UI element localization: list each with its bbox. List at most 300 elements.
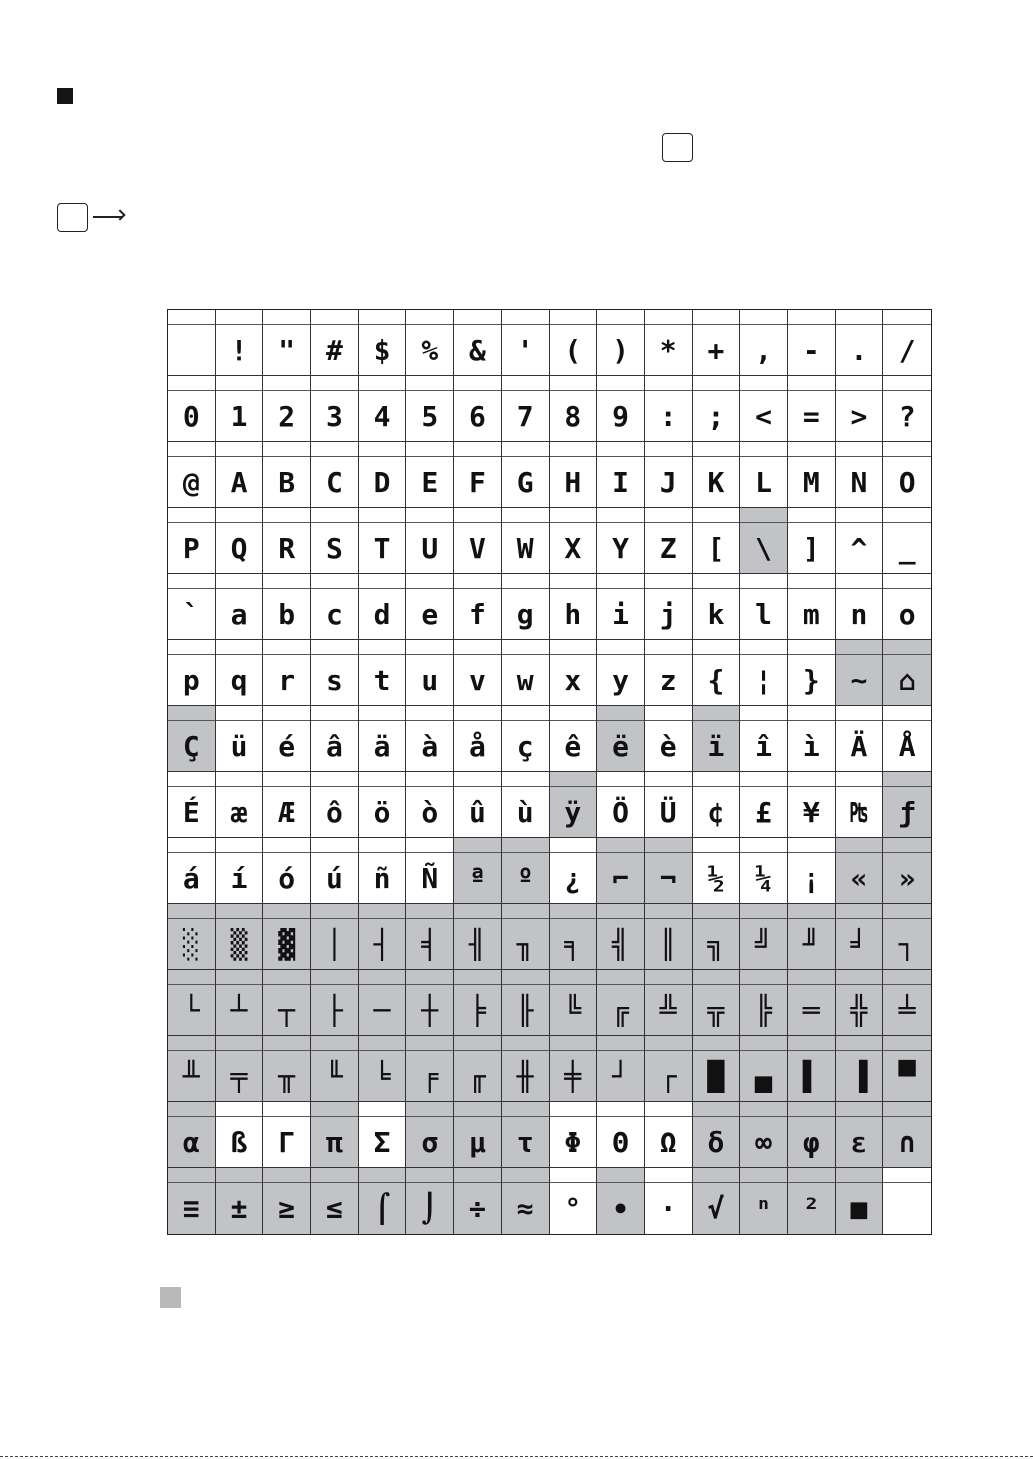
char-glyph: /: [898, 333, 916, 367]
cell-divider: [502, 588, 549, 589]
cell-divider: [359, 588, 406, 589]
char-glyph: ┬: [278, 993, 296, 1027]
cell-divider: [788, 786, 835, 787]
char-cell: [788, 1168, 836, 1234]
char-cell: [788, 904, 836, 970]
char-glyph: £: [755, 795, 773, 829]
char-cell: [883, 1168, 931, 1234]
cell-divider: [836, 456, 883, 457]
char-cell: [263, 1036, 311, 1102]
cell-divider: [883, 720, 931, 721]
cell-divider: [216, 588, 263, 589]
char-cell: [836, 640, 884, 706]
cell-divider: [645, 1050, 692, 1051]
char-cell: [216, 508, 264, 574]
cell-divider: [168, 324, 215, 325]
char-glyph: ª: [469, 861, 486, 895]
char-cell: [359, 772, 407, 838]
char-glyph: ≤: [325, 1192, 343, 1225]
char-cell: [788, 376, 836, 442]
char-glyph: ╖: [516, 927, 534, 961]
cell-divider: [311, 984, 358, 985]
char-cell: [883, 904, 931, 970]
cell-divider: [454, 522, 501, 523]
cell-divider: [740, 984, 787, 985]
char-cell: [502, 1168, 550, 1234]
char-glyph: ù: [516, 795, 534, 829]
cell-divider: [216, 720, 263, 721]
cell-divider: [168, 852, 215, 853]
char-cell: [788, 1102, 836, 1168]
cell-divider: [168, 720, 215, 721]
cell-divider: [502, 984, 549, 985]
cell-divider: [740, 1182, 787, 1183]
char-cell: [788, 574, 836, 640]
char-glyph: ░: [182, 927, 200, 961]
char-cell: [359, 376, 407, 442]
char-glyph: *: [659, 333, 677, 367]
char-cell: [454, 1102, 502, 1168]
char-glyph: q: [230, 663, 248, 697]
char-glyph: á: [182, 861, 200, 895]
char-cell: [645, 970, 693, 1036]
char-glyph: ·: [659, 1192, 677, 1225]
char-glyph: ¿: [564, 861, 582, 895]
cell-divider: [359, 1116, 406, 1117]
char-cell: [216, 442, 264, 508]
cell-divider: [168, 984, 215, 985]
char-glyph: ┘: [612, 1059, 629, 1093]
char-glyph: ╟: [516, 993, 534, 1027]
char-cell: [836, 706, 884, 772]
char-cell: [693, 376, 741, 442]
cell-divider: [597, 654, 644, 655]
cell-divider: [597, 918, 644, 919]
cell-divider: [406, 654, 453, 655]
cell-divider: [454, 1050, 501, 1051]
char-glyph: ═: [802, 993, 820, 1027]
cell-divider: [168, 1050, 215, 1051]
char-glyph: î: [755, 729, 773, 763]
char-glyph: N: [850, 465, 868, 499]
char-glyph: R: [278, 531, 296, 565]
char-glyph: ô: [325, 795, 343, 829]
char-glyph: s: [325, 663, 343, 697]
char-cell: [740, 442, 788, 508]
cell-divider: [359, 324, 406, 325]
char-cell: [502, 904, 550, 970]
char-cell: [788, 1036, 836, 1102]
cell-divider: [454, 984, 501, 985]
cell-divider: [168, 654, 215, 655]
char-glyph: S: [325, 531, 343, 565]
char-glyph: ): [612, 333, 629, 367]
char-cell: [359, 310, 407, 376]
char-glyph: m: [802, 597, 820, 631]
cell-divider: [645, 456, 692, 457]
cell-divider: [359, 654, 406, 655]
char-cell: [550, 508, 598, 574]
char-cell: [454, 1036, 502, 1102]
char-glyph: $: [373, 333, 391, 367]
char-glyph: J: [659, 465, 677, 499]
char-cell: [454, 508, 502, 574]
cell-divider: [645, 786, 692, 787]
cell-divider: [216, 522, 263, 523]
char-glyph: ε: [850, 1125, 868, 1159]
char-cell: [454, 310, 502, 376]
char-glyph: Q: [230, 531, 248, 565]
char-cell: [645, 772, 693, 838]
cell-divider: [263, 720, 310, 721]
char-cell: [693, 1168, 741, 1234]
char-cell: [836, 442, 884, 508]
char-glyph: ┴: [230, 993, 248, 1027]
char-glyph: ¢: [707, 795, 725, 829]
cell-divider: [836, 786, 883, 787]
cell-divider: [693, 324, 740, 325]
cell-divider: [311, 720, 358, 721]
char-cell: [263, 970, 311, 1036]
cell-divider: [406, 1050, 453, 1051]
char-cell: [550, 706, 598, 772]
char-cell: [406, 1102, 454, 1168]
char-glyph: F: [469, 465, 486, 499]
char-glyph: ^: [850, 531, 868, 565]
cell-divider: [359, 1050, 406, 1051]
char-glyph: ╧: [898, 993, 916, 1027]
char-cell: [836, 904, 884, 970]
char-glyph: X: [564, 531, 582, 565]
char-cell: [597, 508, 645, 574]
char-glyph: V: [469, 531, 486, 565]
char-glyph: ╣: [612, 927, 629, 961]
char-glyph: ┼: [421, 993, 439, 1027]
char-cell: [788, 442, 836, 508]
char-cell: [263, 1168, 311, 1234]
char-glyph: ": [278, 333, 296, 367]
cell-divider: [693, 786, 740, 787]
char-glyph: φ: [802, 1125, 820, 1159]
char-glyph: ⁿ: [755, 1192, 773, 1225]
char-glyph: W: [516, 531, 534, 565]
char-glyph: │: [325, 927, 343, 961]
char-cell: [263, 1102, 311, 1168]
cell-divider: [502, 1050, 549, 1051]
char-cell: [311, 508, 359, 574]
char-cell: [550, 310, 598, 376]
char-glyph: 1: [230, 399, 248, 433]
char-cell: [645, 508, 693, 574]
char-glyph: û: [469, 795, 486, 829]
cell-divider: [883, 588, 931, 589]
cell-divider: [597, 1182, 644, 1183]
char-glyph: ┐: [898, 927, 916, 961]
char-glyph: [: [707, 531, 725, 565]
cell-divider: [788, 1116, 835, 1117]
char-cell: [263, 772, 311, 838]
char-glyph: ─: [373, 993, 391, 1027]
char-cell: [311, 1102, 359, 1168]
char-glyph: w: [516, 663, 534, 697]
char-cell: [359, 970, 407, 1036]
char-cell: [645, 1168, 693, 1234]
cell-divider: [406, 918, 453, 919]
char-glyph: ╪: [564, 1059, 582, 1093]
cell-divider: [550, 390, 597, 391]
char-cell: [216, 1168, 264, 1234]
char-glyph: ╚: [564, 993, 582, 1027]
char-cell: [216, 838, 264, 904]
char-cell: [454, 706, 502, 772]
char-cell: [693, 772, 741, 838]
char-glyph: b: [278, 597, 296, 631]
char-cell: [406, 904, 454, 970]
char-glyph: j: [659, 597, 677, 631]
char-cell: [311, 838, 359, 904]
char-cell: [454, 904, 502, 970]
cell-divider: [597, 852, 644, 853]
char-cell: [311, 904, 359, 970]
cell-divider: [597, 522, 644, 523]
char-cell: [645, 706, 693, 772]
cell-divider: [168, 786, 215, 787]
cell-divider: [359, 852, 406, 853]
char-glyph: ß: [230, 1125, 248, 1159]
char-cell: [883, 706, 931, 772]
char-glyph: u: [421, 663, 439, 697]
char-glyph: .: [850, 333, 868, 367]
cell-divider: [550, 1050, 597, 1051]
char-glyph: _: [898, 531, 916, 565]
cell-divider: [693, 984, 740, 985]
char-cell: [359, 1102, 407, 1168]
cell-divider: [645, 390, 692, 391]
char-cell: [693, 442, 741, 508]
char-glyph: ▓: [278, 927, 296, 961]
char-glyph: ¡: [802, 861, 820, 895]
char-glyph: Y: [612, 531, 629, 565]
char-cell: [168, 904, 216, 970]
cell-divider: [693, 390, 740, 391]
char-cell: [406, 310, 454, 376]
cell-divider: [311, 1182, 358, 1183]
cell-divider: [502, 1182, 549, 1183]
cell-divider: [216, 984, 263, 985]
char-glyph: ⌂: [898, 663, 916, 697]
char-cell: [263, 904, 311, 970]
char-cell: [597, 310, 645, 376]
char-glyph: x: [564, 663, 582, 697]
cell-divider: [740, 654, 787, 655]
char-glyph: è: [659, 729, 677, 763]
char-cell: [263, 508, 311, 574]
char-glyph: «: [850, 861, 868, 895]
cell-divider: [693, 456, 740, 457]
cell-divider: [645, 654, 692, 655]
cell-divider: [454, 588, 501, 589]
char-cell: [883, 772, 931, 838]
char-glyph: i: [612, 597, 629, 631]
cell-divider: [216, 1182, 263, 1183]
cell-divider: [263, 456, 310, 457]
char-cell: [597, 442, 645, 508]
cell-divider: [406, 984, 453, 985]
char-cell: [502, 838, 550, 904]
char-glyph: 9: [612, 399, 629, 433]
cell-divider: [502, 654, 549, 655]
char-cell: [502, 1102, 550, 1168]
cell-divider: [693, 1116, 740, 1117]
char-cell: [645, 904, 693, 970]
char-cell: [836, 772, 884, 838]
char-glyph: ∙: [612, 1192, 629, 1225]
char-cell: [406, 1168, 454, 1234]
page-divider: [0, 1456, 1033, 1457]
cell-divider: [645, 1116, 692, 1117]
char-cell: [645, 1102, 693, 1168]
cell-divider: [168, 918, 215, 919]
char-cell: [740, 904, 788, 970]
char-cell: [645, 574, 693, 640]
cell-divider: [406, 588, 453, 589]
char-cell: [311, 310, 359, 376]
char-glyph: ÷: [469, 1192, 486, 1225]
cell-divider: [454, 1116, 501, 1117]
char-glyph: ≥: [278, 1192, 296, 1225]
cell-divider: [168, 390, 215, 391]
char-glyph: p: [182, 663, 200, 697]
char-glyph: ⌐: [612, 861, 629, 895]
char-glyph: ╛: [850, 927, 868, 961]
char-glyph: -: [802, 333, 820, 367]
char-cell: [597, 772, 645, 838]
char-glyph: :: [659, 399, 677, 433]
cell-divider: [645, 720, 692, 721]
char-cell: [788, 838, 836, 904]
char-glyph: 3: [325, 399, 343, 433]
char-glyph: ö: [373, 795, 391, 829]
char-cell: [311, 640, 359, 706]
char-cell: [359, 838, 407, 904]
cell-divider: [788, 390, 835, 391]
gray-square-icon: [160, 1287, 181, 1308]
cell-divider: [836, 324, 883, 325]
cell-divider: [836, 1116, 883, 1117]
char-cell: [788, 310, 836, 376]
char-glyph: K: [707, 465, 725, 499]
char-glyph: ▌: [802, 1059, 820, 1093]
cell-divider: [788, 456, 835, 457]
char-cell: [216, 376, 264, 442]
char-glyph: ¼: [755, 861, 773, 895]
char-cell: [597, 640, 645, 706]
cell-divider: [311, 654, 358, 655]
char-cell: [550, 442, 598, 508]
char-cell: [550, 904, 598, 970]
char-glyph: ¥: [802, 795, 820, 829]
char-glyph: ±: [230, 1192, 248, 1225]
char-glyph: ≡: [182, 1192, 200, 1225]
char-cell: [740, 376, 788, 442]
cell-divider: [311, 1116, 358, 1117]
cell-divider: [406, 852, 453, 853]
char-glyph: Ç: [182, 729, 200, 763]
char-cell: [168, 838, 216, 904]
char-cell: [359, 904, 407, 970]
cell-divider: [788, 720, 835, 721]
char-cell: [263, 640, 311, 706]
cell-divider: [359, 918, 406, 919]
char-cell: [740, 970, 788, 1036]
char-cell: [216, 640, 264, 706]
char-cell: [693, 574, 741, 640]
char-cell: [311, 1036, 359, 1102]
char-cell: [645, 838, 693, 904]
char-glyph: ⌠: [373, 1192, 391, 1225]
char-glyph: ▀: [898, 1059, 916, 1093]
char-cell: [645, 310, 693, 376]
char-glyph: ⌡: [421, 1192, 439, 1225]
char-glyph: ╬: [850, 993, 868, 1027]
cell-divider: [502, 786, 549, 787]
char-glyph: v: [469, 663, 486, 697]
cell-divider: [263, 654, 310, 655]
cell-divider: [645, 918, 692, 919]
char-glyph: ¦: [755, 663, 773, 697]
char-glyph: ¬: [659, 861, 677, 895]
cell-divider: [454, 852, 501, 853]
cell-divider: [645, 1182, 692, 1183]
char-glyph: ≈: [516, 1192, 534, 1225]
char-glyph: ╕: [564, 927, 582, 961]
char-glyph: é: [278, 729, 296, 763]
char-cell: [740, 706, 788, 772]
cell-divider: [788, 852, 835, 853]
char-cell: [836, 376, 884, 442]
char-cell: [311, 1168, 359, 1234]
char-glyph: h: [564, 597, 582, 631]
char-glyph: ╝: [755, 927, 773, 961]
char-cell: [836, 508, 884, 574]
char-cell: [883, 640, 931, 706]
char-glyph: 2: [278, 399, 296, 433]
char-cell: [740, 1036, 788, 1102]
char-glyph: µ: [469, 1125, 486, 1159]
cell-divider: [311, 390, 358, 391]
char-glyph: \: [755, 531, 773, 565]
char-cell: [788, 706, 836, 772]
char-glyph: å: [469, 729, 486, 763]
cell-divider: [836, 720, 883, 721]
cell-divider: [311, 918, 358, 919]
char-cell: [740, 508, 788, 574]
char-cell: [597, 706, 645, 772]
cell-divider: [406, 324, 453, 325]
char-glyph: <: [755, 399, 773, 433]
cell-divider: [550, 522, 597, 523]
char-glyph: └: [182, 993, 200, 1027]
char-glyph: ': [516, 333, 534, 367]
char-cell: [693, 904, 741, 970]
char-glyph: ?: [898, 399, 916, 433]
char-cell: [788, 970, 836, 1036]
cell-divider: [550, 324, 597, 325]
char-cell: [550, 1036, 598, 1102]
char-cell: [168, 376, 216, 442]
char-cell: [168, 310, 216, 376]
char-glyph: º: [516, 861, 534, 895]
